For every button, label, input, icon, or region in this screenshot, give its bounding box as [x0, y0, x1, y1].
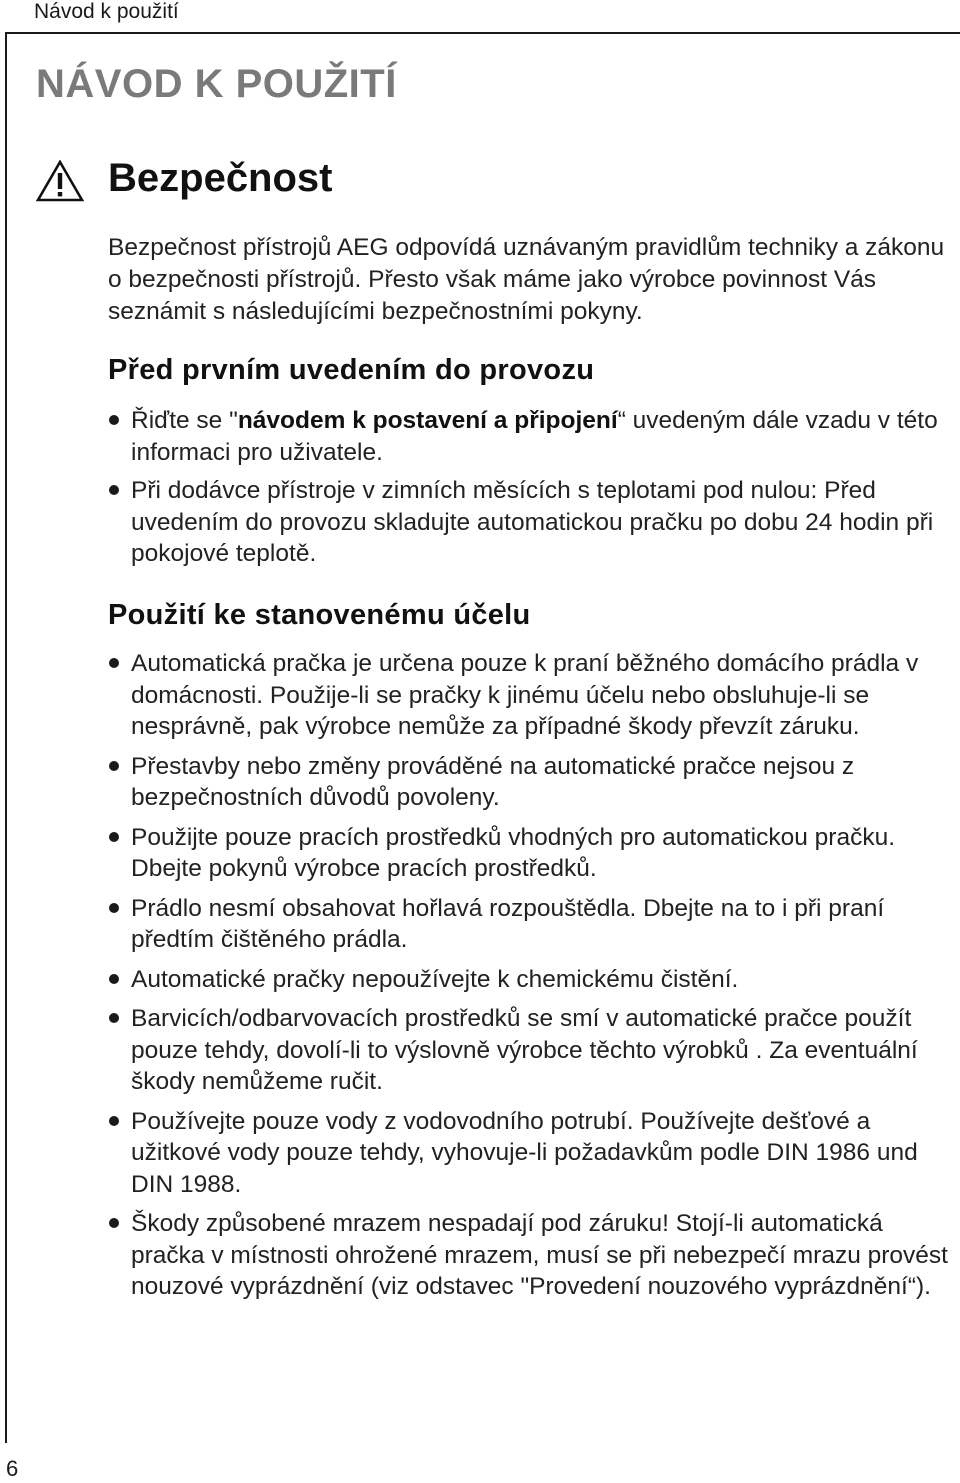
- list-item: [108, 1003, 948, 1098]
- bullet-icon: [109, 658, 119, 668]
- bullet-icon: [109, 761, 119, 771]
- list-item-text: Barvicích/odbarvovacích prostředků se smí v automatické pračce použít pouze tehdy, dovolí-li to výslovně výrobce těchto výrobků . Za eventuální škody nemůžeme ručit.: [131, 1005, 918, 1095]
- before-first-use-list: [108, 405, 948, 570]
- list-item-text: Použijte pouze pracích prostředků vhodných pro automatickou pračku. Dbejte pokynů výrobce pracích prostředků.: [131, 823, 896, 882]
- list-item: [108, 405, 948, 468]
- bullet-icon: [109, 1116, 119, 1126]
- bullet-icon: [109, 903, 119, 913]
- page-title: NÁVOD K POUŽITÍ: [36, 62, 397, 106]
- bullet-icon: [109, 415, 119, 425]
- list-item: [108, 964, 948, 996]
- bullet-icon: [109, 832, 119, 842]
- page-number: 6: [6, 1456, 19, 1481]
- list-item: [108, 1106, 948, 1201]
- list-item-text: Používejte pouze vody z vodovodního potrubí. Používejte dešťové a užitkové vody pouze tehdy, vyhovuje-li požadavkům podle DIN 1986 und DIN 1988.: [131, 1107, 918, 1198]
- list-item: [108, 475, 948, 570]
- list-item-text: Škody způsobené mrazem nespadají pod záruku! Stojí-li automatická pračka v místnosti ohrožené mrazem, musí se při nebezpečí mrazu provést nouzové vyprázdnění (viz odstavec "Provedení nouzového vyprázdnění“).: [131, 1210, 948, 1300]
- frame-top-rule: [5, 32, 960, 34]
- bullet-icon: [109, 1013, 119, 1023]
- list-item: [108, 648, 948, 743]
- frame-left-rule: [5, 32, 7, 1443]
- list-item-text: Přestavby nebo změny prováděné na automatické pračce nejsou z bezpečnostních důvodů povoleny.: [131, 752, 855, 811]
- list-item: [108, 1208, 948, 1303]
- safety-intro-paragraph: Bezpečnost přístrojů AEG odpovídá uznávaným pravidlům techniky a zákonu o bezpečnosti přístrojů. Přesto však máme jako výrobce povinnost Vás seznámit s následujícími bezpečnostními pokyny.: [108, 234, 945, 325]
- list-item-text: Při dodávce přístroje v zimních měsících s teplotami pod nulou: Před uvedením do provozu skladujte automatickou pračku po dobu 24 hodin při pokojové teplotě.: [131, 477, 934, 567]
- list-item: [108, 822, 948, 885]
- section-title-safety: Bezpečnost: [108, 156, 333, 200]
- list-item-bold-reference: návodem k postavení a připojení: [237, 407, 618, 434]
- heading-intended-use: Použití ke stanovenému účelu: [108, 599, 531, 631]
- heading-before-first-use: Před prvním uvedením do provozu: [108, 354, 595, 386]
- bullet-icon: [109, 1218, 119, 1228]
- list-item-prefix: Řiďte se ": [131, 407, 238, 434]
- running-header: Návod k použití: [34, 0, 179, 23]
- bullet-icon: [109, 485, 119, 495]
- list-item-text: Prádlo nesmí obsahovat hořlavá rozpouštědla. Dbejte na to i při praní předtím čištěného prádla.: [131, 894, 885, 953]
- list-item-suffix: “ uvedeným dále vzadu v této informaci pro uživatele.: [131, 407, 938, 466]
- warning-triangle-icon: [36, 160, 84, 202]
- list-item: [108, 751, 948, 814]
- list-item-text: Automatická pračka je určena pouze k praní běžného domácího prádla v domácnosti. Použije-li se pračky k jinému účelu nebo obsluhuje-li se nesprávně, pak výrobce nemůže za případné škody převzít záruku.: [131, 650, 919, 740]
- bullet-icon: [109, 974, 119, 984]
- list-item: [108, 893, 948, 956]
- intended-use-list: [108, 648, 948, 1303]
- list-item-text: Automatické pračky nepoužívejte k chemickému čistění.: [131, 965, 739, 993]
